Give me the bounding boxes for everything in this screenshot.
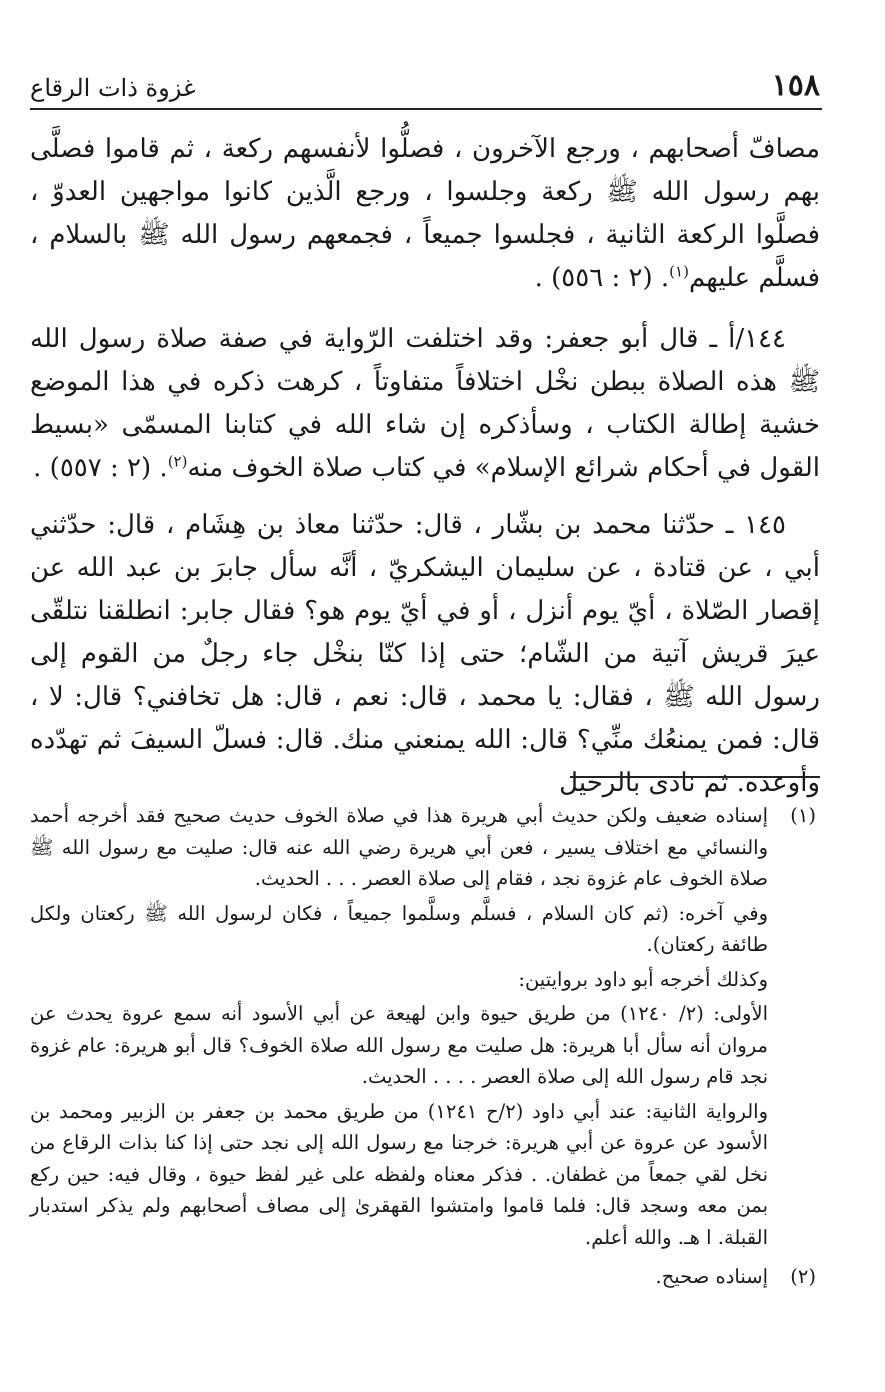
footnote-number: (١) (790, 804, 816, 827)
footnote-text: إسناده صحيح. (655, 1265, 768, 1288)
citation: . (٢ : ٥٥٧) . (33, 453, 168, 483)
header-rule (30, 108, 822, 110)
footnote-1 (30, 800, 820, 1253)
citation: . (٢ : ٥٥٦) . (534, 263, 670, 293)
running-title: غزوة ذات الرقاع (30, 74, 196, 102)
footnote-2 (30, 1261, 820, 1293)
footnote-text: الأولى: (٢/ ١٢٤٠) من طريق حيوة وابن لهيعة عن أبي الأسود أنه سمع عروة يحدث عن مروان أنه سأل أبا هريرة: هل صليت مع رسول الله صلاة الخوف؟ قال أبو هريرة: عام غزوة نجد قام رسول الله إلى صلاة العصر . . . . الحديث. (30, 1002, 768, 1088)
paragraph-145: ١٤٥ ـ حدّثنا محمد بن بشّار ، قال: حدّثنا معاذ بن هِشَام ، قال: حدّثني أبي ، عن قتادة ، عن سليمان اليشكريّ ، أنَّه سأل جابرَ بن عبد الله عن إقصار الصّلاة ، أيّ يوم أنزل ، أو في أيّ يوم هو؟ فقال جابر: انطلقنا نتلقّى عيرَ قريش آتية من الشّام؛ حتى إذا كنّا بنخْل جاء رجلٌ من القوم إلى رسول الله ﷺ ، فقال: يا محمد ، قال: نعم ، قال: هل تخافني؟ قال: لا ، قال: فمن يمنعُك منِّي؟ قال: الله يمنعني منك. قال: فسلّ السيفَ ثم تهدّده وأوعده. ثم نادى بالرحيل (30, 510, 820, 798)
page-header (30, 60, 820, 110)
footnote-text: والرواية الثانية: عند أبي داود (٢/ح ١٢٤١) من طريق محمد بن جعفر بن الزبير ومحمد بن الأسود عن عروة عن أبي هريرة: خرجنا مع رسول الله إلى نجد حتى إذا كنا بذات الرقاع من نخل لقي جمعاً من غطفان. . فذكر معناه ولفظه على غير لفظ حيوة ، وقال فيه: حين ركع بمن معه وسجد قال: فلما قاموا وامتشوا القهقرىٰ إلى مصاف أصحابهم ولم يذكر استدبار القبلة. ا هـ. والله أعلم. (30, 1099, 769, 1249)
paragraph-144 (30, 318, 820, 490)
main-text (30, 128, 820, 819)
paragraph-text: ١٤٤/أ ـ قال أبو جعفر: وقد اختلفت الرّواية في صفة صلاة رسول الله ﷺ هذه الصلاة ببطن نخْل اختلافاً متفاوتاً ، كرهت ذكره في هذا الموضع خشية إطالة الكتاب ، وسأذكره إن شاء الله في كتابنا المسمّى «بسيط القول في أحكام شرائع الإسلام» في كتاب صلاة الخوف منه (30, 324, 820, 483)
page-number: ١٥٨ (771, 68, 820, 103)
footnote-number: (٢) (790, 1265, 816, 1288)
footnote-text: إسناده ضعيف ولكن حديث أبي هريرة هذا في صلاة الخوف حديث صحيح فقد أخرجه أحمد والنسائي مع اختلاف يسير ، فعن أبي هريرة رضي الله عنه قال: صليت مع رسول الله ﷺ صلاة الخوف عام غزوة نجد ، فقام إلى صلاة العصر . . . الحديث. (30, 804, 768, 890)
footnote-text: وفي آخره: (ثم كان السلام ، فسلَّم وسلَّموا جميعاً ، فكان لرسول الله ﷺ ركعتان ولكل طائفة ركعتان). (30, 901, 768, 956)
footnotes (30, 800, 820, 1293)
footnote-ref-1: (١) (669, 262, 689, 281)
footnote-text: وكذلك أخرجه أبو داود بروايتين: (518, 967, 768, 991)
footnote-ref-2: (٢) (167, 452, 188, 471)
footnote-separator (570, 776, 820, 778)
paragraph-text: مصافّ أصحابهم ، ورجع الآخرون ، فصلُّوا لأنفسهم ركعة ، ثم قاموا فصلَّى بهم رسول الله ﷺ ركعة وجلسوا ، ورجع الَّذين كانوا مواجهين العدوّ ، فصلَّوا الركعة الثانية ، فجلسوا جميعاً ، فجمعهم رسول الله ﷺ بالسلام ، فسلَّم عليهم (30, 134, 820, 293)
paragraph-continuation (30, 128, 820, 300)
